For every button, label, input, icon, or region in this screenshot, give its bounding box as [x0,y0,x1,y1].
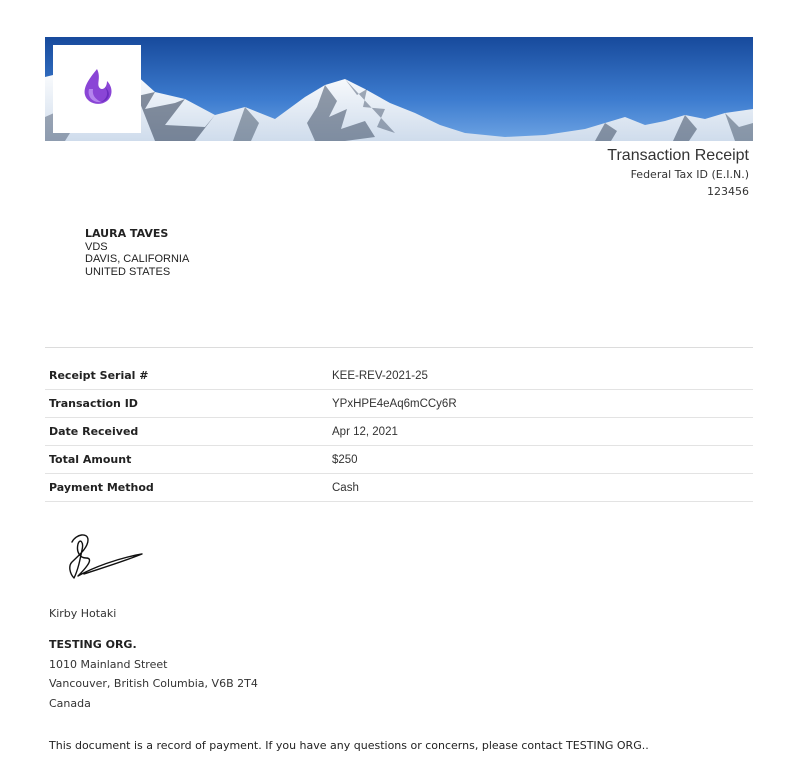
footer-note: This document is a record of payment. If you have any questions or concerns, please contact TESTING ORG.. [49,739,649,752]
detail-label: Date Received [49,425,139,438]
receipt-details-table [45,347,753,502]
detail-value: $250 [332,453,358,466]
detail-value: Cash [332,481,359,494]
logo-icon [79,67,115,111]
receipt-header [607,146,749,200]
organization-country: Canada [49,696,91,710]
org-logo [53,45,141,133]
organization-name: TESTING ORG. [49,638,137,651]
recipient-name: LAURA TAVES [85,227,169,240]
tax-id-label: Federal Tax ID (E.I.N.) [630,168,749,181]
detail-value: Apr 12, 2021 [332,425,398,438]
signer-name: Kirby Hotaki [49,607,117,620]
organization-street: 1010 Mainland Street [49,657,168,671]
detail-row [45,474,753,502]
recipient-line-1: VDS [85,240,108,253]
detail-label: Receipt Serial # [49,369,149,382]
receipt-title: Transaction Receipt [607,147,749,164]
tax-id-value: 123456 [707,185,749,198]
detail-row [45,446,753,474]
detail-row [45,390,753,418]
detail-row [45,418,753,446]
mountain-banner-image [45,37,753,141]
organization-address [49,635,258,713]
detail-value: YPxHPE4eAq6mCCy6R [332,397,457,410]
header-banner [45,37,753,141]
detail-label: Total Amount [49,453,132,466]
organization-city: Vancouver, British Columbia, V6B 2T4 [49,677,258,690]
recipient-line-2: DAVIS, CALIFORNIA [85,253,190,265]
detail-label: Transaction ID [49,397,138,410]
detail-label: Payment Method [49,481,154,494]
recipient-address [85,228,189,278]
detail-row [45,362,753,390]
detail-value: KEE-REV-2021-25 [332,369,428,382]
signature-image [62,528,146,588]
recipient-line-3: UNITED STATES [85,265,171,278]
